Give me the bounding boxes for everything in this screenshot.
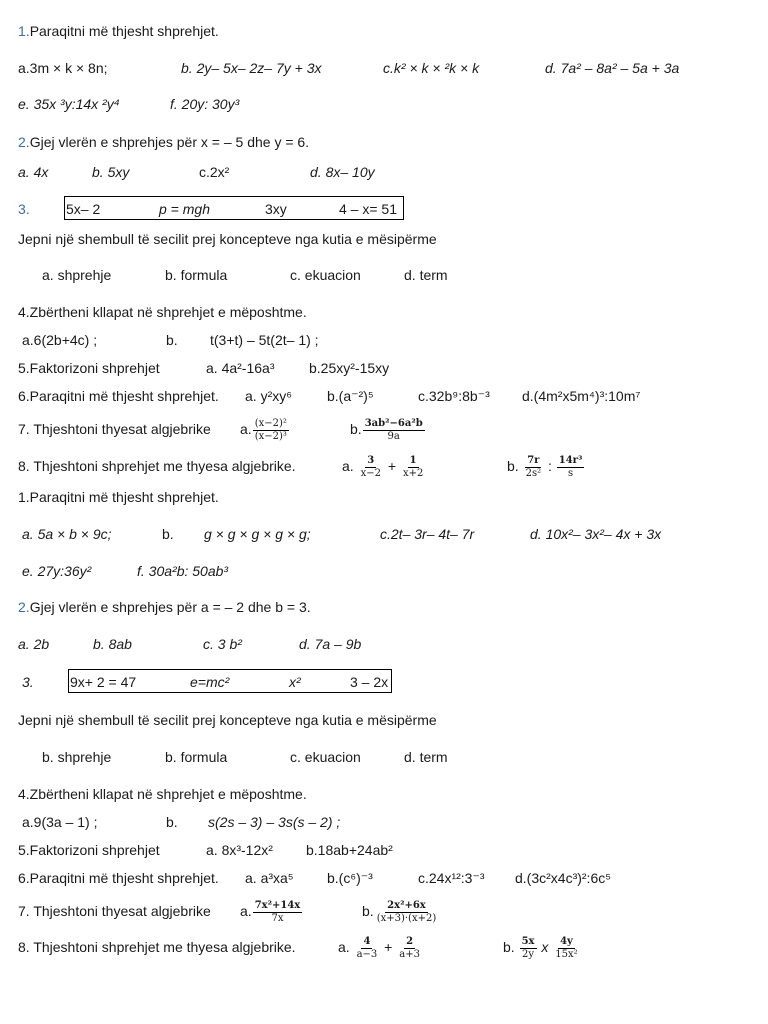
s2-q4a: a.9(3a – 1) ; <box>22 814 98 830</box>
s1-q4b-label: b. <box>166 332 178 348</box>
s1-task5-title: 5.Faktorizoni shprehjet <box>18 360 160 376</box>
s2-q2d: d. 7a – 9b <box>299 636 362 652</box>
s1-q2b: b. 5xy <box>92 164 130 180</box>
s2-q1a: a. 5a × b × 9c; <box>22 526 112 542</box>
s2-q6a: a. a³xa⁵ <box>245 870 294 886</box>
s1-q6b: b.(a⁻²)⁵ <box>327 388 374 404</box>
fraction: $\frac{1}{x+2}$ <box>402 454 424 479</box>
fraction: $\frac{\text{3ab²−6a²b}}{9a}$ <box>364 417 423 442</box>
s2-q1b-label: b. <box>162 526 174 542</box>
s2-q1c: c.2t– 3r– 4t– 7r <box>380 526 475 542</box>
s1-q5b: b.25xy²-15xy <box>309 360 390 376</box>
s2-q1b: g × g × g × g × g; <box>204 526 311 542</box>
s2-task5-title: 5.Faktorizoni shprehjet <box>18 842 160 858</box>
s2-box-item-1: 9x+ 2 = 47 <box>70 674 137 690</box>
s1-box-item-1: 5x– 2 <box>66 201 101 217</box>
fraction: $\frac{2}{a+3}$ <box>399 935 420 960</box>
s1-q2c: c.2x² <box>199 164 230 180</box>
s1-task1-title: 1.Paraqitni më thjesht shprehjet. <box>18 23 219 39</box>
s2-opt-4: d. term <box>404 749 448 765</box>
fraction: $\frac{\text{7x²+14x}}{7x}$ <box>254 899 301 924</box>
s1-q1c: c.k² × k × ²k × k <box>383 60 480 76</box>
s2-task2-title: 2.Gjej vlerën e shprehjes për a = – 2 dhe b = 3. <box>18 599 311 615</box>
s2-opt-2: b. formula <box>165 749 228 765</box>
s2-task3-number: 3. <box>22 674 34 690</box>
s1-q2d: d. 8x– 10y <box>310 164 375 180</box>
s2-q2c: c. 3 b² <box>203 636 242 652</box>
s1-opt-4: d. term <box>404 267 448 283</box>
s1-q1a: a.3m × k × 8n; <box>18 60 108 76</box>
s1-opt-2: b. formula <box>165 267 228 283</box>
fraction: $\frac{4}{a-3}$ <box>356 935 378 960</box>
fraction: $\frac{\text{2x²+6x}}{(x+3)\cdot(x+2)}$ <box>376 899 437 924</box>
s1-box-item-2: p = mgh <box>159 201 210 217</box>
s1-q5a: a. 4a²-16a³ <box>206 360 275 376</box>
s2-q1f: f. 30a²b: 50ab³ <box>137 563 229 579</box>
fraction: $\frac{3}{x-2}$ <box>360 454 381 479</box>
s2-task4-title: 4.Zbërtheni kllapat në shprehjet e mëposhtme. <box>18 786 307 802</box>
s2-task1-title: 1.Paraqitni më thjesht shprehjet. <box>18 489 219 505</box>
fraction: $\frac{5x}{2y}$ <box>521 935 535 960</box>
s1-box-item-4: 4 – x= 51 <box>339 201 397 217</box>
s2-q1d: d. 10x²– 3x²– 4x + 3x <box>530 526 662 542</box>
s1-task7-title: 7. Thjeshtoni thyesat algjebrike <box>18 421 211 437</box>
s1-q2a: a. 4x <box>18 164 49 180</box>
s1-task8-title: 8. Thjeshtoni shprehjet me thyesa algjebrike. <box>18 458 296 474</box>
s2-opt-1: b. shprehje <box>42 749 112 765</box>
s1-task6-title: 6.Paraqitni më thjesht shprehjet. <box>18 388 219 404</box>
s1-task4-title: 4.Zbërtheni kllapat në shprehjet e mëposhtme. <box>18 304 307 320</box>
s2-q5a: a. 8x³-12x² <box>206 842 273 858</box>
s2-q2a: a. 2b <box>18 636 50 652</box>
s1-q8b: b. $\frac{7r}{\text{2s²}}$ : $\frac{\text{14r³}}{s}$ <box>507 454 583 479</box>
s2-q1e: e. 27y:36y² <box>22 563 92 579</box>
s1-q1d: d. 7a² – 8a² – 5a + 3a <box>545 60 680 76</box>
s1-task3-number: 3. <box>18 201 30 217</box>
s1-q6d: d.(4m²x5m⁴)³:10m⁷ <box>522 388 641 404</box>
fraction: $\frac{\text{14r³}}{s}$ <box>558 454 583 479</box>
s2-q6c: c.24x¹²:3⁻³ <box>418 870 485 886</box>
s1-q4a: a.6(2b+4c) ; <box>22 332 98 348</box>
s1-opt-1: a. shprehje <box>42 267 112 283</box>
s2-q4b-label: b. <box>166 814 178 830</box>
s2-task6-title: 6.Paraqitni më thjesht shprehjet. <box>18 870 219 886</box>
s2-box-item-4: 3 – 2x <box>350 674 389 690</box>
fraction: $\frac{\text{(x−2)²}}{\text{(x−2)³}}$ <box>254 417 287 442</box>
s2-box-item-3: x² <box>289 674 301 690</box>
s2-q8a: a. $\frac{4}{a-3}$ + $\frac{2}{a+3}$ <box>338 935 420 960</box>
s1-q7b: b. $\frac{\text{3ab²−6a²b}}{9a}$ <box>350 417 423 442</box>
s2-task7-title: 7. Thjeshtoni thyesat algjebrike <box>18 903 211 919</box>
s2-q7b: b. $\frac{\text{2x²+6x}}{(x+3)\cdot(x+2)}$ <box>362 899 437 924</box>
s1-task2-title: 2.Gjej vlerën e shprehjes për x = – 5 dhe y = 6. <box>18 134 310 150</box>
s2-box-item-2: e=mc² <box>190 674 230 690</box>
s1-q6c: c.32b⁹:8b⁻³ <box>418 388 490 404</box>
s2-task8-title: 8. Thjeshtoni shprehjet me thyesa algjebrike. <box>18 939 296 955</box>
s1-q4b: t(3+t) – 5t(2t– 1) ; <box>210 332 319 348</box>
s2-q2b: b. 8ab <box>93 636 132 652</box>
s2-q4b: s(2s – 3) – 3s(s – 2) ; <box>208 814 341 830</box>
s2-q5b: b.18ab+24ab² <box>306 842 393 858</box>
s2-q8b: b. $\frac{5x}{2y}$ x $\frac{4y}{\text{15x²}}$ <box>503 935 578 960</box>
s1-task3-text: Jepni një shembull të secilit prej koncepteve nga kutia e mësipërme <box>18 231 437 247</box>
s1-box-item-3: 3xy <box>265 201 287 217</box>
s2-opt-3: c. ekuacion <box>290 749 361 765</box>
fraction: $\frac{7r}{\text{2s²}}$ <box>525 454 542 479</box>
s2-q6b: b.(c⁶)⁻³ <box>327 870 373 886</box>
s2-q7a: a. $\frac{\text{7x²+14x}}{7x}$ <box>240 899 301 924</box>
s2-q6d: d.(3c²x4c³)²:6c⁵ <box>515 870 612 886</box>
s1-q8a: a. $\frac{3}{x-2}$ + $\frac{1}{x+2}$ <box>342 454 424 479</box>
s2-task3-text: Jepni një shembull të secilit prej koncepteve nga kutia e mësipërme <box>18 712 437 728</box>
s1-q7a: a. $\frac{\text{(x−2)²}}{\text{(x−2)³}}$ <box>240 417 287 442</box>
fraction: $\frac{4y}{\text{15x²}}$ <box>555 935 578 960</box>
s1-q1f: f. 20y: 30y³ <box>170 96 240 112</box>
s1-q6a: a. y²xy⁶ <box>245 388 292 404</box>
s1-q1e: e. 35x ³y:14x ²y⁴ <box>18 96 120 112</box>
s1-opt-3: c. ekuacion <box>290 267 361 283</box>
s1-q1b: b. 2y– 5x– 2z– 7y + 3x <box>181 60 322 76</box>
